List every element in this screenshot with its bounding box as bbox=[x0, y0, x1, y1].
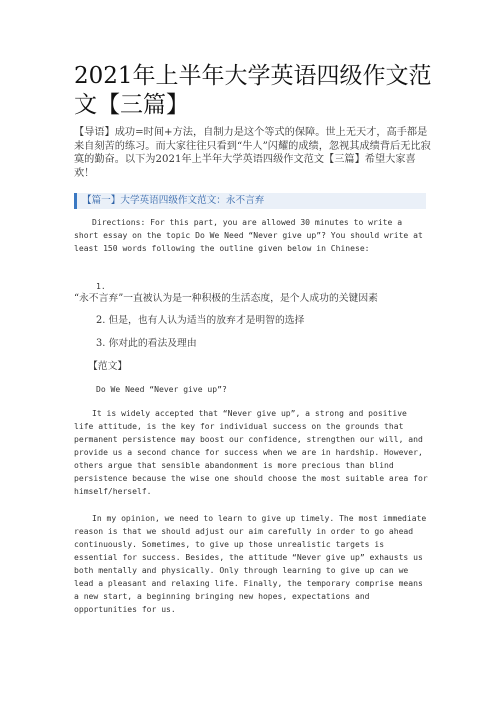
essay-paragraph-2: In my opinion, we need to learn to give up timely. The most immediate reason is that we should adjust our aim carefully in order to go ahead continuously. Sometimes, to give up those unrealistic targets is essential for success. Besides, the attitude “Never give up” exhausts us both mentally and physically. Only through learning to give up can we lead a pleasant and relaxing life. Finally, the temporary comprise means a new start, a beginning bringing new hopes, expectations and opportunities for us. bbox=[74, 514, 427, 614]
outline-number-1: 1. bbox=[96, 282, 106, 291]
essay-title: Do We Need “Never give up”? bbox=[96, 385, 227, 394]
page-title: 2021年上半年大学英语四级作文范文【三篇】 bbox=[74, 63, 432, 118]
accent-bar bbox=[74, 193, 77, 209]
directions-paragraph: Directions: For this part, you are allowed 30 minutes to write a short essay on the topic Do We Need “Never give up”? You should write at least 150 words following the outline given below in Chinese: bbox=[74, 218, 423, 253]
outline-item-2: 2. 但是，也有人认为适当的放弃才是明智的选择 bbox=[96, 315, 305, 326]
section-heading bbox=[74, 193, 426, 209]
outline-item-1: “永不言弃”一直被认为是一种积极的生活态度，是个人成功的关键因素 bbox=[74, 293, 378, 304]
intro-paragraph: 【导语】成功=时间+方法，自制力是这个等式的保障。世上无天才，高手都是来自刻苦的练习。而大家往往只看到“牛人”闪耀的成绩，忽视其成绩背后无比寂寞的勤奋。以下为2021年上半年大学英语四级作文范文【三篇】希望大家喜欢！ bbox=[74, 127, 431, 179]
section-heading-label: 【篇一】大学英语四级作文范文：永不言弃 bbox=[82, 195, 265, 206]
outline-item-3: 3. 你对此的看法及理由 bbox=[96, 338, 197, 349]
essay-paragraph-1: It is widely accepted that “Never give up”, a strong and positive life attitude, is the key for individual success on the grounds that permanent persistence may boost our confidence, strengthen our will, and provide us a second chance for success when we are in hardship. However, others argue that sensible abandonment is more precious than blind persistence because the wise one should choose the most suitable area for himself/herself. bbox=[74, 409, 428, 496]
sample-essay-label: 【范文】 bbox=[88, 361, 128, 372]
